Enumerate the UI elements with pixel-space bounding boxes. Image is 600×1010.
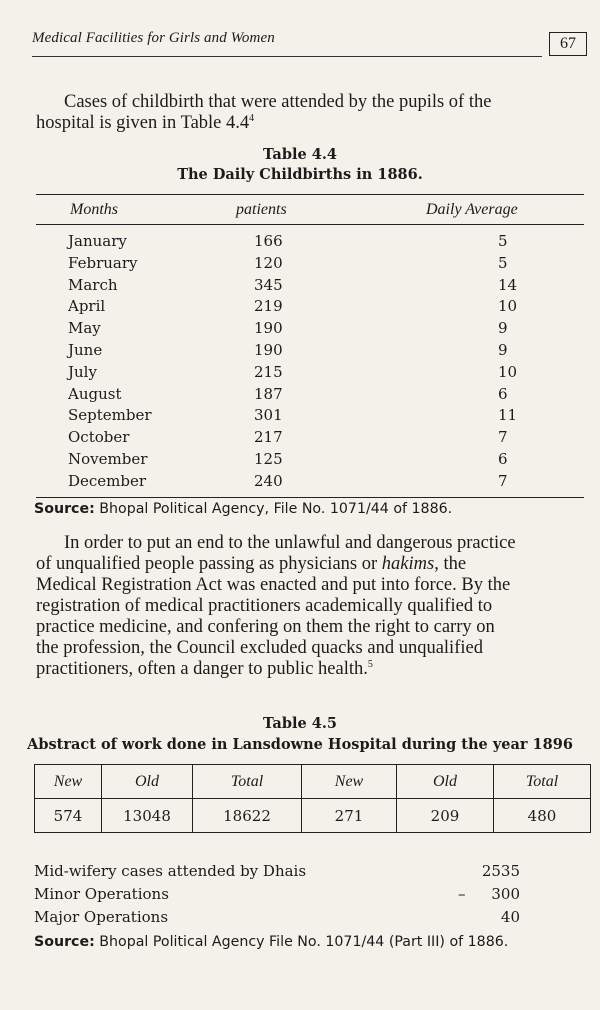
source-label: Source: <box>34 934 95 950</box>
operations-value: 300 <box>491 885 520 903</box>
col-header-daily-average: Daily Average <box>426 201 518 218</box>
body-line: practice medicine, and confering on them the right to carry on <box>36 617 495 637</box>
footnote-ref: 4 <box>249 112 255 124</box>
operations-row <box>34 908 594 930</box>
body-line: In order to put an end to the unlawful and dangerous practice <box>64 533 516 553</box>
table-row <box>0 428 600 450</box>
hakims-italic: hakims <box>381 554 435 574</box>
source-label: Source: <box>34 501 95 517</box>
table-row <box>0 297 600 319</box>
intro-paragraph <box>36 92 586 134</box>
body-line: of unqualified people passing as physicians or <box>36 554 382 574</box>
table-4-5 <box>34 764 591 833</box>
table-4-5-source <box>34 934 508 950</box>
intro-line-2: hospital is given in Table 4.4 <box>36 113 250 133</box>
table-4-5-title: Abstract of work done in Lansdowne Hospital during the year 1896 <box>27 736 573 753</box>
table-cell: 18622 <box>193 799 302 833</box>
table-4-4-source <box>34 501 452 517</box>
month-cell: May <box>68 319 101 338</box>
patients-cell: 345 <box>254 275 283 294</box>
patients-cell: 217 <box>254 428 283 447</box>
table-row <box>0 319 600 341</box>
month-cell: November <box>68 450 148 468</box>
body-line: registration of medical practitioners academically qualified to <box>36 596 493 616</box>
daily-average-cell: 11 <box>498 406 518 425</box>
body-line: , the <box>434 554 467 574</box>
intro-line-1: Cases of childbirth that were attended by the pupils of the <box>64 92 492 112</box>
month-cell: October <box>68 428 130 447</box>
header-cell: Old <box>102 765 193 799</box>
daily-average-cell: 6 <box>498 450 508 468</box>
table-4-4-number: Table 4.4 <box>263 146 337 163</box>
month-cell: January <box>68 232 127 250</box>
month-cell: April <box>68 297 106 316</box>
month-cell: December <box>68 471 147 490</box>
table-top-rule <box>36 194 584 195</box>
header-rule <box>32 56 542 57</box>
table-header-rule <box>36 224 584 225</box>
operations-label: Major Operations <box>34 908 169 926</box>
patients-cell: 120 <box>254 253 283 272</box>
table-cell: 574 <box>35 799 102 833</box>
table-cell: 271 <box>302 799 397 833</box>
table-row <box>0 385 600 407</box>
patients-cell: 219 <box>254 297 283 316</box>
header-cell: Total <box>193 765 302 799</box>
table-cell: 13048 <box>102 799 193 833</box>
table-row <box>0 363 600 385</box>
month-cell: March <box>68 275 118 294</box>
table-bottom-rule <box>36 497 584 498</box>
patients-cell: 301 <box>254 406 283 425</box>
table-row <box>0 406 600 428</box>
operations-value: 2535 <box>481 862 520 880</box>
operations-label: Mid-wifery cases attended by Dhais <box>34 862 307 880</box>
header-cell: Old <box>397 765 494 799</box>
month-cell: September <box>68 406 152 425</box>
daily-average-cell: 9 <box>498 319 508 338</box>
patients-cell: 240 <box>254 471 283 490</box>
footnote-ref: 5 <box>367 658 373 670</box>
table-row <box>0 450 600 472</box>
month-cell: August <box>68 384 122 403</box>
running-title: Medical Facilities for Girls and Women <box>32 30 275 46</box>
daily-average-cell: 5 <box>498 253 508 272</box>
table-row <box>35 799 591 833</box>
operations-value: 40 <box>500 908 520 926</box>
source-text: Bhopal Political Agency, File No. 1071/44 of 1886. <box>99 501 453 517</box>
month-cell: June <box>68 341 103 359</box>
patients-cell: 190 <box>254 319 283 338</box>
month-cell: February <box>68 253 138 272</box>
daily-average-cell: 14 <box>498 275 518 294</box>
header-cell: New <box>302 765 397 799</box>
operations-row <box>34 862 594 884</box>
table-row <box>0 341 600 363</box>
daily-average-cell: 6 <box>498 384 508 403</box>
page-number: 67 <box>549 32 587 56</box>
table-row <box>0 276 600 298</box>
daily-average-cell: 9 <box>498 341 508 359</box>
header-cell: Total <box>494 765 591 799</box>
table-cell: 480 <box>494 799 591 833</box>
operations-dash: – <box>458 885 466 903</box>
table-header-row <box>35 765 591 799</box>
col-header-patients: patients <box>236 201 287 218</box>
patients-cell: 125 <box>254 450 283 468</box>
body-line: practitioners, often a danger to public health. <box>36 659 368 679</box>
table-row <box>0 232 600 254</box>
table-row <box>0 472 600 494</box>
patients-cell: 190 <box>254 341 283 359</box>
daily-average-cell: 7 <box>498 471 508 490</box>
header-cell: New <box>35 765 102 799</box>
col-header-months: Months <box>70 201 118 218</box>
patients-cell: 166 <box>254 232 283 250</box>
daily-average-cell: 10 <box>498 297 518 316</box>
month-cell: July <box>68 362 97 381</box>
daily-average-cell: 5 <box>498 232 508 250</box>
table-4-5-number: Table 4.5 <box>263 715 337 732</box>
table-row <box>0 254 600 276</box>
table-4-4-title: The Daily Childbirths in 1886. <box>177 166 423 183</box>
patients-cell: 215 <box>254 362 283 381</box>
table-cell: 209 <box>397 799 494 833</box>
patients-cell: 187 <box>254 384 283 403</box>
body-line: Medical Registration Act was enacted and put into force. By the <box>36 575 511 595</box>
registration-paragraph <box>36 533 586 680</box>
operations-row <box>34 885 594 907</box>
body-line: the profession, the Council excluded quacks and unqualified <box>36 638 483 658</box>
operations-label: Minor Operations <box>34 885 169 903</box>
daily-average-cell: 10 <box>498 362 518 381</box>
source-text: Bhopal Political Agency File No. 1071/44 (Part III) of 1886. <box>99 934 509 950</box>
daily-average-cell: 7 <box>498 428 508 447</box>
